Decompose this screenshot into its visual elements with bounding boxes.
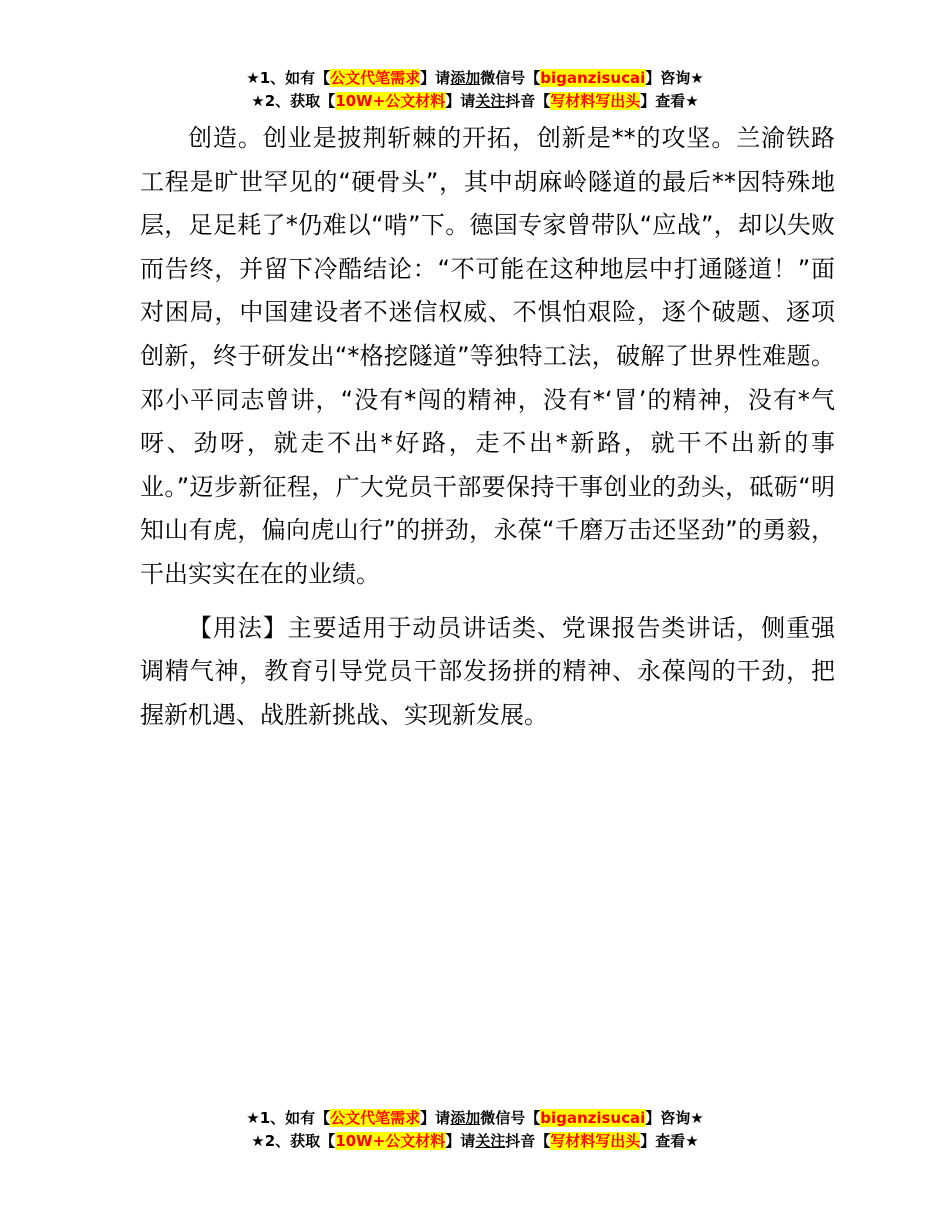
banner-line-2-suffix: 】查看★ [640, 92, 699, 110]
footer-line-1-prefix: ★1、如有【 [246, 1109, 331, 1127]
wechat-id-highlight: biganzisucai [540, 69, 646, 87]
usage-paragraph: 【用法】主要适用于动员讲话类、党课报告类讲话，侧重强调精气神，教育引导党员干部发扬拼的精神、永葆闯的干劲，把握新机遇、战胜新挑战、实现新发展。 [140, 613, 835, 729]
footer-add-emphasis: 添加 [450, 1109, 481, 1127]
footer-line-1 [0, 1107, 950, 1130]
document-body [140, 117, 835, 737]
footer-wechat-id-highlight: biganzisucai [540, 1109, 646, 1127]
footer-douyin-account-highlight: 写材料写出头 [550, 1132, 641, 1150]
banner-line-1-middle-2: 微信号【 [480, 69, 541, 87]
header-banner [0, 67, 950, 113]
banner-line-1-prefix: ★1、如有【 [246, 69, 331, 87]
footer-materials-highlight: 10W+公文材料 [335, 1132, 446, 1150]
banner-line-2-middle-2: 抖音【 [505, 92, 551, 110]
douyin-account-highlight: 写材料写出头 [550, 92, 641, 110]
main-paragraph: 创造。创业是披荆斩棘的开拓，创新是**的攻坚。兰渝铁路工程是旷世罕见的“硬骨头”，其中胡麻岭隧道的最后**因特殊地层，足足耗了*仍难以“啃”下。德国专家曾带队“应战”，却以失败而告终，并留下冷酷结论：“不可能在这种地层中打通隧道！”面对困局，中国建设者不迷信权威、不惧怕艰险，逐个破题、逐项创新，终于研发出“*格挖隧道”等独特工法，破解了世界性难题。邓小平同志曾讲，“没有*闯的精神，没有*‘冒’的精神，没有*气呀、劲呀，就走不出*好路，走不出*新路，就干不出新的事业。”迈步新征程，广大党员干部要保持干事创业的劲头，砥砺“明知山有虎，偏向虎山行”的拼劲，永葆“千磨万击还坚劲”的勇毅，干出实实在在的业绩。 [140, 124, 835, 588]
banner-line-1 [0, 67, 950, 90]
banner-line-2-prefix: ★2、获取【 [251, 92, 336, 110]
banner-line-2-middle: 】请 [445, 92, 476, 110]
footer-line-1-middle-2: 微信号【 [480, 1109, 541, 1127]
add-emphasis: 添加 [450, 69, 481, 87]
service-highlight: 公文代笔需求 [330, 69, 421, 87]
footer-line-1-middle: 】请 [420, 1109, 451, 1127]
footer-banner [0, 1107, 950, 1153]
footer-follow-emphasis: 关注 [475, 1132, 506, 1150]
materials-highlight: 10W+公文材料 [335, 92, 446, 110]
footer-line-2-middle: 】请 [445, 1132, 476, 1150]
banner-line-2 [0, 90, 950, 113]
banner-line-1-middle: 】请 [420, 69, 451, 87]
footer-line-2 [0, 1130, 950, 1153]
footer-line-2-suffix: 】查看★ [640, 1132, 699, 1150]
banner-line-1-suffix: 】咨询★ [645, 69, 704, 87]
footer-line-1-suffix: 】咨询★ [645, 1109, 704, 1127]
footer-line-2-prefix: ★2、获取【 [251, 1132, 336, 1150]
footer-line-2-middle-2: 抖音【 [505, 1132, 551, 1150]
follow-emphasis: 关注 [475, 92, 506, 110]
footer-service-highlight: 公文代笔需求 [330, 1109, 421, 1127]
